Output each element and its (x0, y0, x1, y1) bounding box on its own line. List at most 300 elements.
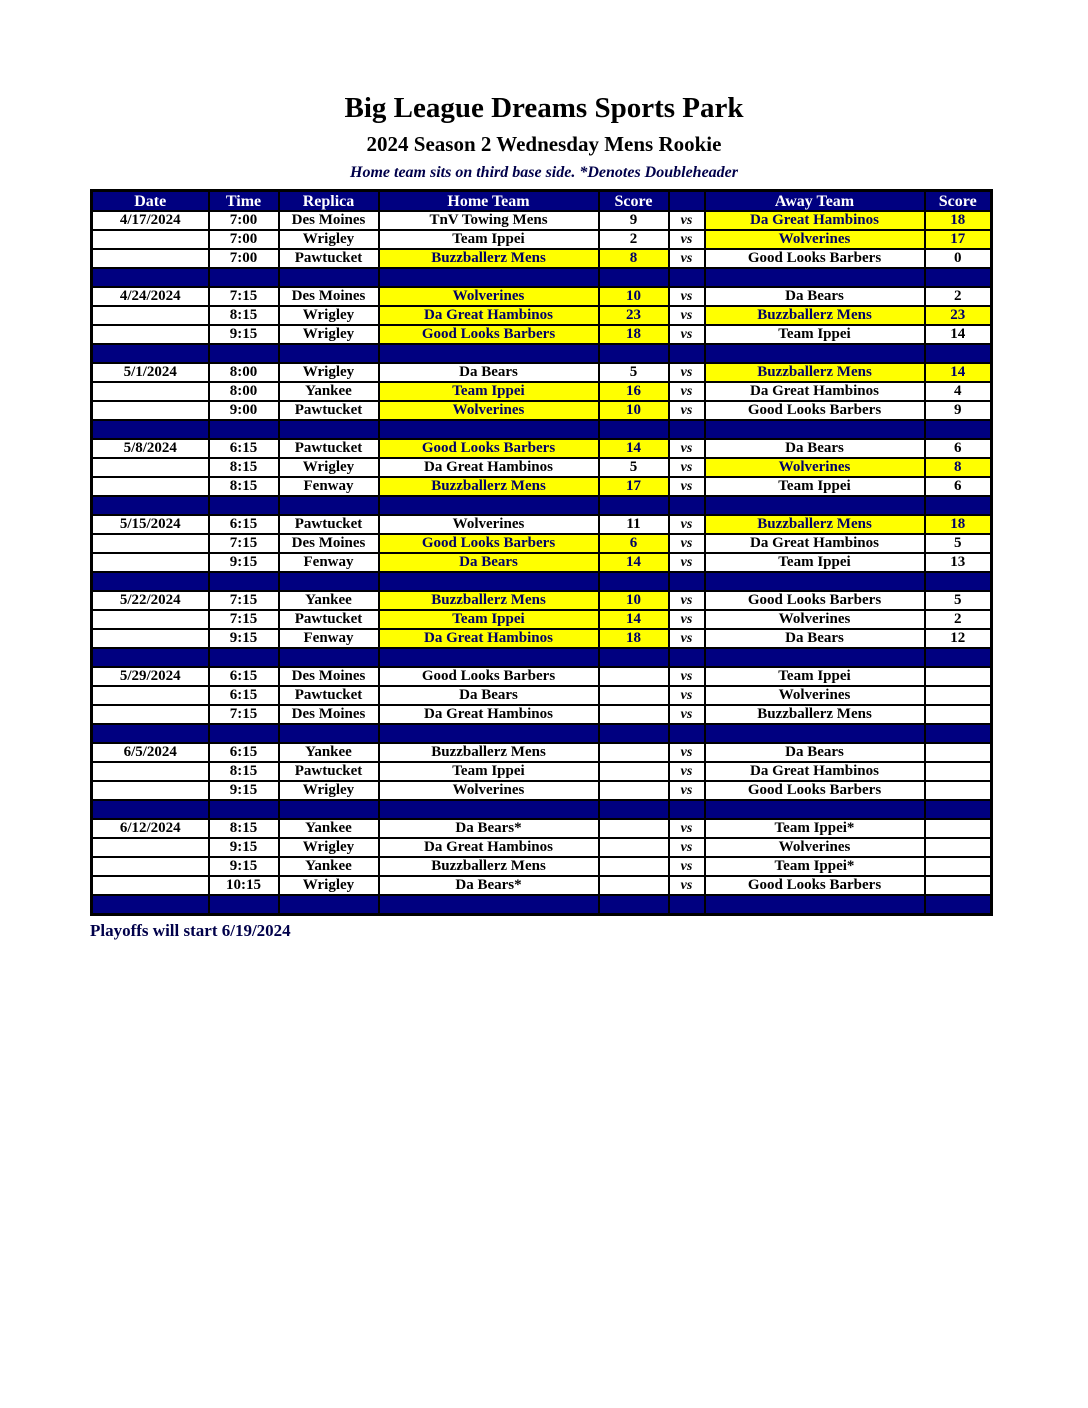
game-row (92, 325, 992, 344)
replica-cell: Fenway (279, 629, 379, 648)
game-row (92, 838, 992, 857)
separator-cell (92, 572, 209, 591)
separator-cell (379, 420, 599, 439)
time-cell: 9:15 (209, 838, 279, 857)
separator-row (92, 344, 992, 363)
away-team-cell: Wolverines (705, 838, 925, 857)
separator-cell (669, 724, 705, 743)
away-score-cell: 8 (925, 458, 992, 477)
away-score-cell (925, 876, 992, 895)
separator-row (92, 496, 992, 515)
replica-cell: Wrigley (279, 458, 379, 477)
replica-cell: Des Moines (279, 287, 379, 306)
game-row (92, 743, 992, 762)
separator-cell (279, 572, 379, 591)
separator-cell (209, 648, 279, 667)
separator-cell (379, 724, 599, 743)
home-score-cell (599, 857, 669, 876)
game-row (92, 667, 992, 686)
date-cell: 5/1/2024 (92, 363, 209, 382)
home-score-cell: 10 (599, 287, 669, 306)
home-team-cell: Da Great Hambinos (379, 458, 599, 477)
replica-cell: Wrigley (279, 781, 379, 800)
separator-cell (925, 496, 992, 515)
away-team-cell: Wolverines (705, 230, 925, 249)
time-cell: 9:15 (209, 553, 279, 572)
separator-cell (669, 648, 705, 667)
away-score-cell: 5 (925, 591, 992, 610)
separator-cell (379, 800, 599, 819)
time-cell: 7:00 (209, 211, 279, 230)
time-cell: 9:15 (209, 857, 279, 876)
vs-label: vs (669, 249, 705, 268)
time-cell: 6:15 (209, 667, 279, 686)
vs-label: vs (669, 287, 705, 306)
home-score-cell (599, 838, 669, 857)
separator-cell (705, 344, 925, 363)
game-row (92, 287, 992, 306)
time-cell: 7:00 (209, 230, 279, 249)
home-team-cell: Da Great Hambinos (379, 306, 599, 325)
home-team-cell: Good Looks Barbers (379, 534, 599, 553)
schedule-table (90, 189, 993, 916)
vs-label: vs (669, 686, 705, 705)
game-row (92, 629, 992, 648)
away-team-cell: Buzzballerz Mens (705, 705, 925, 724)
game-row (92, 249, 992, 268)
away-team-cell: Buzzballerz Mens (705, 306, 925, 325)
column-header (669, 191, 705, 212)
separator-cell (379, 268, 599, 287)
vs-label: vs (669, 325, 705, 344)
home-score-cell (599, 705, 669, 724)
home-score-cell: 14 (599, 610, 669, 629)
vs-label: vs (669, 705, 705, 724)
away-team-cell: Wolverines (705, 458, 925, 477)
separator-cell (599, 420, 669, 439)
replica-cell: Des Moines (279, 705, 379, 724)
home-team-cell: Da Bears (379, 686, 599, 705)
replica-cell: Pawtucket (279, 401, 379, 420)
home-team-cell: Da Bears (379, 553, 599, 572)
time-cell: 7:15 (209, 287, 279, 306)
game-row (92, 705, 992, 724)
replica-cell: Yankee (279, 591, 379, 610)
home-team-cell: Da Great Hambinos (379, 838, 599, 857)
away-score-cell: 6 (925, 439, 992, 458)
separator-cell (209, 268, 279, 287)
away-score-cell: 13 (925, 553, 992, 572)
game-row (92, 591, 992, 610)
vs-label: vs (669, 458, 705, 477)
replica-cell: Des Moines (279, 667, 379, 686)
home-team-cell: Good Looks Barbers (379, 667, 599, 686)
column-header: Home Team (379, 191, 599, 212)
date-cell (92, 534, 209, 553)
away-team-cell: Team Ippei (705, 553, 925, 572)
away-score-cell: 5 (925, 534, 992, 553)
replica-cell: Yankee (279, 819, 379, 838)
replica-cell: Pawtucket (279, 439, 379, 458)
time-cell: 8:00 (209, 382, 279, 401)
game-row (92, 819, 992, 838)
time-cell: 8:15 (209, 477, 279, 496)
separator-cell (669, 800, 705, 819)
separator-cell (669, 496, 705, 515)
date-cell: 4/17/2024 (92, 211, 209, 230)
time-cell: 6:15 (209, 686, 279, 705)
separator-cell (669, 268, 705, 287)
game-row (92, 686, 992, 705)
away-score-cell: 18 (925, 211, 992, 230)
separator-row (92, 572, 992, 591)
game-row (92, 306, 992, 325)
home-team-cell: Da Bears* (379, 819, 599, 838)
separator-cell (209, 572, 279, 591)
game-row (92, 610, 992, 629)
away-score-cell: 4 (925, 382, 992, 401)
home-team-cell: TnV Towing Mens (379, 211, 599, 230)
separator-cell (92, 268, 209, 287)
away-team-cell: Da Great Hambinos (705, 211, 925, 230)
separator-cell (599, 344, 669, 363)
home-score-cell (599, 876, 669, 895)
away-team-cell: Team Ippei (705, 325, 925, 344)
separator-cell (599, 648, 669, 667)
replica-cell: Wrigley (279, 838, 379, 857)
replica-cell: Pawtucket (279, 686, 379, 705)
away-score-cell: 9 (925, 401, 992, 420)
page-subtitle: 2024 Season 2 Wednesday Mens Rookie (366, 132, 722, 156)
separator-cell (925, 268, 992, 287)
date-cell (92, 477, 209, 496)
separator-cell (279, 268, 379, 287)
date-cell (92, 458, 209, 477)
home-score-cell: 11 (599, 515, 669, 534)
home-score-cell: 23 (599, 306, 669, 325)
time-cell: 8:15 (209, 762, 279, 781)
column-header: Time (209, 191, 279, 212)
separator-cell (705, 800, 925, 819)
home-score-cell: 8 (599, 249, 669, 268)
replica-cell: Fenway (279, 477, 379, 496)
game-row (92, 230, 992, 249)
away-score-cell (925, 857, 992, 876)
separator-cell (925, 344, 992, 363)
date-cell (92, 401, 209, 420)
separator-cell (209, 496, 279, 515)
time-cell: 7:00 (209, 249, 279, 268)
away-team-cell: Team Ippei* (705, 857, 925, 876)
home-score-cell (599, 762, 669, 781)
away-score-cell: 18 (925, 515, 992, 534)
separator-cell (379, 572, 599, 591)
home-team-cell: Wolverines (379, 287, 599, 306)
home-team-cell: Team Ippei (379, 382, 599, 401)
home-team-cell: Wolverines (379, 401, 599, 420)
time-cell: 7:15 (209, 610, 279, 629)
game-row (92, 553, 992, 572)
home-score-cell: 17 (599, 477, 669, 496)
separator-cell (669, 344, 705, 363)
away-team-cell: Good Looks Barbers (705, 591, 925, 610)
vs-label: vs (669, 819, 705, 838)
date-cell (92, 553, 209, 572)
separator-cell (705, 572, 925, 591)
home-team-cell: Da Bears* (379, 876, 599, 895)
replica-cell: Wrigley (279, 876, 379, 895)
home-team-cell: Team Ippei (379, 762, 599, 781)
separator-cell (279, 496, 379, 515)
vs-label: vs (669, 667, 705, 686)
vs-label: vs (669, 876, 705, 895)
column-header: Replica (279, 191, 379, 212)
away-team-cell: Team Ippei* (705, 819, 925, 838)
separator-cell (705, 268, 925, 287)
vs-label: vs (669, 401, 705, 420)
home-score-cell (599, 781, 669, 800)
away-team-cell: Good Looks Barbers (705, 781, 925, 800)
replica-cell: Des Moines (279, 211, 379, 230)
replica-cell: Wrigley (279, 363, 379, 382)
away-team-cell: Da Bears (705, 439, 925, 458)
vs-label: vs (669, 230, 705, 249)
game-row (92, 211, 992, 230)
vs-label: vs (669, 439, 705, 458)
game-row (92, 363, 992, 382)
date-cell (92, 762, 209, 781)
away-score-cell: 12 (925, 629, 992, 648)
vs-label: vs (669, 515, 705, 534)
time-cell: 6:15 (209, 439, 279, 458)
away-score-cell: 23 (925, 306, 992, 325)
replica-cell: Wrigley (279, 325, 379, 344)
separator-cell (669, 572, 705, 591)
home-score-cell: 2 (599, 230, 669, 249)
date-cell: 5/22/2024 (92, 591, 209, 610)
vs-label: vs (669, 857, 705, 876)
separator-cell (925, 724, 992, 743)
time-cell: 9:15 (209, 325, 279, 344)
home-team-cell: Good Looks Barbers (379, 325, 599, 344)
away-team-cell: Da Great Hambinos (705, 382, 925, 401)
home-team-cell: Team Ippei (379, 230, 599, 249)
replica-cell: Fenway (279, 553, 379, 572)
time-cell: 7:15 (209, 534, 279, 553)
away-score-cell (925, 705, 992, 724)
away-team-cell: Da Great Hambinos (705, 534, 925, 553)
home-score-cell: 18 (599, 325, 669, 344)
separator-row (92, 648, 992, 667)
home-score-cell (599, 743, 669, 762)
date-cell (92, 610, 209, 629)
date-cell (92, 705, 209, 724)
home-score-cell: 18 (599, 629, 669, 648)
date-cell: 5/8/2024 (92, 439, 209, 458)
date-cell (92, 306, 209, 325)
away-score-cell (925, 743, 992, 762)
date-cell (92, 686, 209, 705)
schedule-body (92, 211, 992, 915)
separator-cell (705, 648, 925, 667)
date-cell (92, 838, 209, 857)
separator-cell (599, 268, 669, 287)
replica-cell: Des Moines (279, 534, 379, 553)
vs-label: vs (669, 534, 705, 553)
home-score-cell: 10 (599, 591, 669, 610)
away-team-cell: Good Looks Barbers (705, 876, 925, 895)
separator-cell (209, 420, 279, 439)
time-cell: 9:15 (209, 781, 279, 800)
home-team-cell: Buzzballerz Mens (379, 857, 599, 876)
replica-cell: Pawtucket (279, 610, 379, 629)
home-score-cell: 16 (599, 382, 669, 401)
home-team-cell: Good Looks Barbers (379, 439, 599, 458)
separator-cell (379, 895, 599, 915)
vs-label: vs (669, 591, 705, 610)
home-score-cell: 5 (599, 363, 669, 382)
away-team-cell: Da Bears (705, 743, 925, 762)
game-row (92, 876, 992, 895)
separator-cell (92, 648, 209, 667)
separator-cell (209, 724, 279, 743)
separator-cell (279, 420, 379, 439)
away-score-cell (925, 667, 992, 686)
separator-cell (599, 572, 669, 591)
separator-cell (705, 420, 925, 439)
home-score-cell (599, 686, 669, 705)
away-team-cell: Da Bears (705, 287, 925, 306)
separator-cell (279, 648, 379, 667)
vs-label: vs (669, 781, 705, 800)
vs-label: vs (669, 838, 705, 857)
game-row (92, 515, 992, 534)
separator-row (92, 724, 992, 743)
game-row (92, 458, 992, 477)
column-header: Date (92, 191, 209, 212)
date-cell (92, 876, 209, 895)
separator-cell (209, 344, 279, 363)
separator-cell (669, 895, 705, 915)
home-team-cell: Buzzballerz Mens (379, 477, 599, 496)
away-score-cell (925, 762, 992, 781)
home-score-cell: 14 (599, 439, 669, 458)
separator-cell (92, 895, 209, 915)
date-cell (92, 781, 209, 800)
home-team-cell: Da Great Hambinos (379, 705, 599, 724)
home-team-cell: Wolverines (379, 515, 599, 534)
home-team-cell: Da Bears (379, 363, 599, 382)
home-score-cell: 5 (599, 458, 669, 477)
vs-label: vs (669, 477, 705, 496)
separator-cell (379, 496, 599, 515)
away-team-cell: Wolverines (705, 610, 925, 629)
time-cell: 9:00 (209, 401, 279, 420)
home-team-cell: Da Great Hambinos (379, 629, 599, 648)
away-team-cell: Wolverines (705, 686, 925, 705)
home-score-cell: 9 (599, 211, 669, 230)
separator-cell (925, 895, 992, 915)
away-team-cell: Good Looks Barbers (705, 249, 925, 268)
separator-cell (279, 800, 379, 819)
vs-label: vs (669, 306, 705, 325)
separator-row (92, 420, 992, 439)
vs-label: vs (669, 629, 705, 648)
vs-label: vs (669, 382, 705, 401)
vs-label: vs (669, 762, 705, 781)
date-cell: 5/29/2024 (92, 667, 209, 686)
separator-cell (92, 800, 209, 819)
separator-row (92, 800, 992, 819)
away-team-cell: Buzzballerz Mens (705, 363, 925, 382)
vs-label: vs (669, 553, 705, 572)
home-score-cell (599, 819, 669, 838)
separator-cell (705, 895, 925, 915)
away-team-cell: Team Ippei (705, 477, 925, 496)
game-row (92, 439, 992, 458)
home-team-cell: Wolverines (379, 781, 599, 800)
game-row (92, 762, 992, 781)
time-cell: 6:15 (209, 515, 279, 534)
separator-cell (209, 800, 279, 819)
away-score-cell (925, 686, 992, 705)
replica-cell: Wrigley (279, 306, 379, 325)
game-row (92, 382, 992, 401)
away-score-cell: 14 (925, 363, 992, 382)
time-cell: 10:15 (209, 876, 279, 895)
date-cell (92, 857, 209, 876)
away-score-cell (925, 819, 992, 838)
separator-cell (599, 496, 669, 515)
separator-cell (925, 572, 992, 591)
separator-cell (279, 895, 379, 915)
away-score-cell: 2 (925, 610, 992, 629)
date-cell (92, 325, 209, 344)
away-team-cell: Da Bears (705, 629, 925, 648)
away-team-cell: Buzzballerz Mens (705, 515, 925, 534)
replica-cell: Yankee (279, 382, 379, 401)
separator-cell (925, 800, 992, 819)
home-team-note: Home team sits on third base side. *Denotes Doubleheader (350, 164, 738, 181)
separator-cell (669, 420, 705, 439)
replica-cell: Pawtucket (279, 515, 379, 534)
date-cell: 6/5/2024 (92, 743, 209, 762)
playoffs-note: Playoffs will start 6/19/2024 (90, 921, 291, 940)
separator-cell (209, 895, 279, 915)
game-row (92, 857, 992, 876)
date-cell: 6/12/2024 (92, 819, 209, 838)
column-header: Away Team (705, 191, 925, 212)
away-score-cell (925, 781, 992, 800)
separator-cell (92, 344, 209, 363)
time-cell: 8:15 (209, 458, 279, 477)
date-cell: 5/15/2024 (92, 515, 209, 534)
table-header-row (92, 191, 992, 212)
separator-cell (92, 724, 209, 743)
time-cell: 8:15 (209, 306, 279, 325)
date-cell: 4/24/2024 (92, 287, 209, 306)
game-row (92, 477, 992, 496)
date-cell (92, 249, 209, 268)
away-score-cell: 0 (925, 249, 992, 268)
vs-label: vs (669, 743, 705, 762)
column-header: Score (599, 191, 669, 212)
separator-cell (379, 344, 599, 363)
time-cell: 8:15 (209, 819, 279, 838)
separator-cell (599, 895, 669, 915)
replica-cell: Yankee (279, 743, 379, 762)
home-score-cell: 6 (599, 534, 669, 553)
